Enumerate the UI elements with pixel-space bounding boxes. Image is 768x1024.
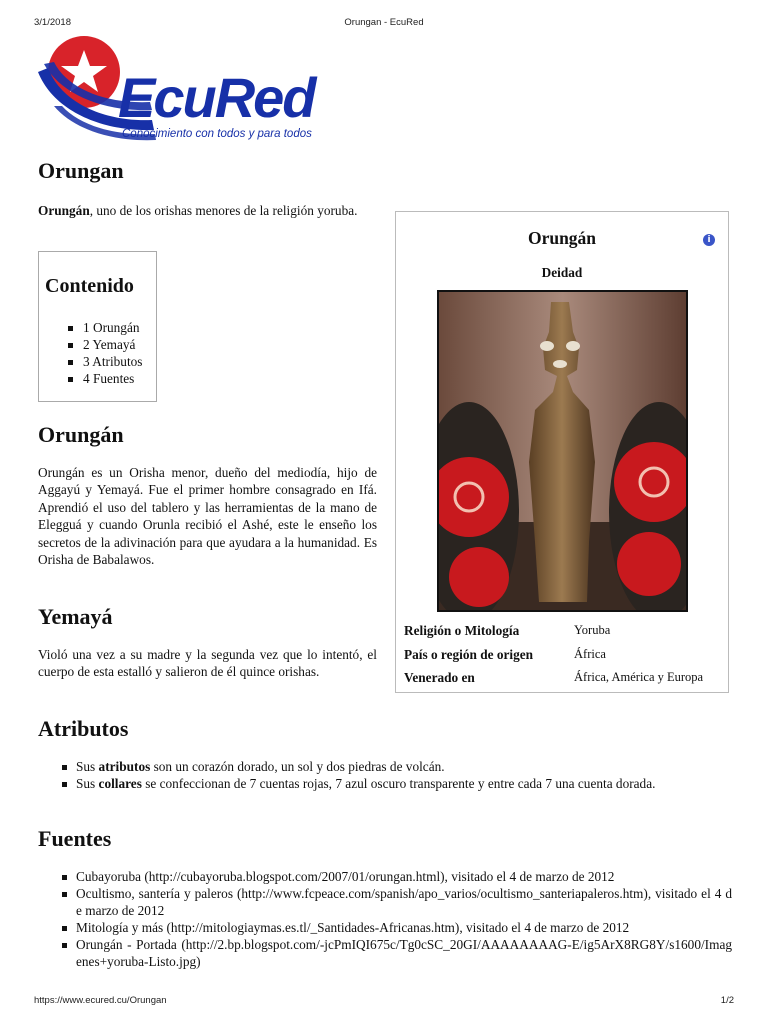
list-item xyxy=(38,758,732,775)
infobox-value[interactable]: Yoruba xyxy=(574,623,611,637)
section-heading-fuentes: Fuentes xyxy=(38,826,112,851)
source-link[interactable]: Cubayoruba (http://cubayoruba.blogspot.com/2007/01/orungan.html), visitado el 4 de marzo de 2012 xyxy=(38,868,732,885)
section-text-yemaya: Violó una vez a su madre y la segunda vez que lo intentó, el cuerpo de esta estalló y salieron de él quince orishas. xyxy=(38,647,377,680)
infobox-title: Orungán xyxy=(527,228,597,248)
ecured-logo[interactable] xyxy=(34,32,344,144)
item-text: Sus xyxy=(76,776,99,791)
infobox-key: Religión o Mitología xyxy=(404,623,520,638)
infobox-subtitle: Deidad xyxy=(541,265,583,280)
item-text: Sus xyxy=(76,759,99,774)
print-title: Orungan - EcuRed xyxy=(344,17,424,28)
toc-list xyxy=(39,319,142,387)
intro-text: , uno de los orishas menores de la religión yoruba. xyxy=(89,203,358,218)
infobox-key: Venerado en xyxy=(404,670,475,685)
item-bold[interactable]: atributos xyxy=(98,759,151,774)
statue-photo xyxy=(439,292,686,610)
toc-item-atributos[interactable]: 3 Atributos xyxy=(39,353,142,370)
infobox-key: País o región de origen xyxy=(404,647,534,662)
atributos-list xyxy=(38,758,732,792)
section-heading-orungan: Orungán xyxy=(38,422,124,447)
table-of-contents xyxy=(38,251,157,402)
section-heading-yemaya: Yemayá xyxy=(38,604,113,629)
infobox-value: África, América y Europa xyxy=(574,670,704,684)
logo-wordmark: EcuRed xyxy=(118,66,315,129)
toc-title: Contenido xyxy=(45,275,134,297)
intro-bold-term: Orungán xyxy=(38,203,90,218)
item-bold[interactable]: collares xyxy=(98,776,142,791)
item-text: se confeccionan de 7 cuentas rojas, 7 azul oscuro transparente y entre cada 7 una cuenta dorada. xyxy=(141,776,656,791)
section-text-orungan: Orungán es un Orisha menor, dueño del mediodía, hijo de Aggayú y Yemayá. Fue el primer hombre consagrado en Ifá. Aprendió el uso del tablero y las herramientas de la mano de Elegguá y cuando Orunla recibió el Ashé, este le enseño los secretos de la adivinación para que ayudara a la humanidad. Es Orisha de Babalawos. xyxy=(38,465,377,568)
list-item xyxy=(38,775,732,792)
fuentes-list xyxy=(38,868,732,970)
toc-item-orungan[interactable]: 1 Orungán xyxy=(39,319,142,336)
infobox-value[interactable]: África xyxy=(574,647,606,661)
toc-item-yemaya[interactable]: 2 Yemayá xyxy=(39,336,142,353)
toc-item-fuentes[interactable]: 4 Fuentes xyxy=(39,370,142,387)
infobox xyxy=(395,211,729,693)
print-url: https://www.ecured.cu/Orungan xyxy=(34,995,167,1006)
intro-paragraph xyxy=(38,202,377,219)
orungan-statue-image[interactable] xyxy=(437,290,688,612)
item-text: son un corazón dorado, un sol y dos piedras de volcán. xyxy=(150,759,445,774)
source-link[interactable]: Orungán - Portada (http://2.bp.blogspot.com/-jcPmIQI675c/Tg0cSC_20GI/AAAAAAAAG-E/ig5ArX8RG8Y/s1600/Imagenes+yoruba-Listo.jpg) xyxy=(38,936,732,970)
source-link[interactable]: Ocultismo, santería y paleros (http://www.fcpeace.com/spanish/apo_varios/ocultismo_santeriapaleros.htm), visitado el 4 de marzo de 2012 xyxy=(38,885,732,919)
source-link[interactable]: Mitología y más (http://mitologiaymas.es.tl/_Santidades-Africanas.htm), visitado el 4 de marzo de 2012 xyxy=(38,919,732,936)
print-page-number: 1/2 xyxy=(720,995,734,1006)
print-date: 3/1/2018 xyxy=(34,17,71,28)
info-icon[interactable]: i xyxy=(703,234,715,246)
section-heading-atributos: Atributos xyxy=(38,716,129,741)
logo-slogan: Conocimiento con todos y para todos xyxy=(122,128,312,140)
page-title: Orungan xyxy=(38,158,124,183)
